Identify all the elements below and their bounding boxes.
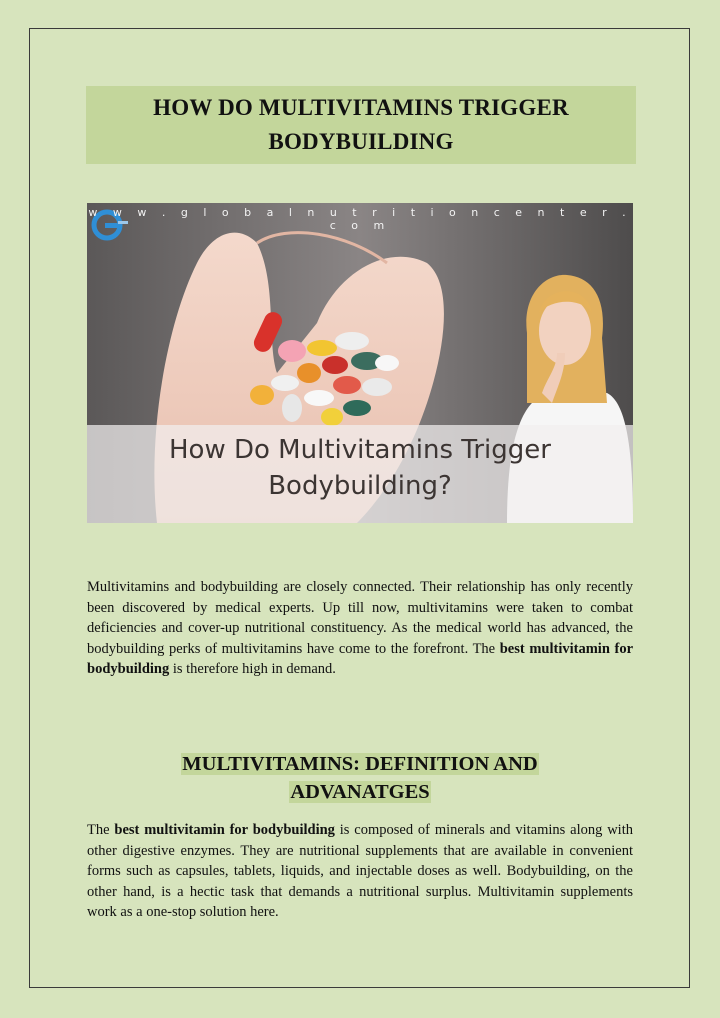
section-heading-line2: ADVANATGES	[290, 781, 430, 803]
section-heading-line1: MULTIVITAMINS: DEFINITION AND	[182, 753, 538, 775]
hero-image	[87, 203, 633, 523]
page-title: HOW DO MULTIVITAMINS TRIGGER BODYBUILDING	[153, 95, 569, 154]
hero-caption-line1: How Do Multivitamins Trigger	[169, 435, 551, 465]
definition-text-b: is composed of minerals and vitamins along with other digestive enzymes. They are nutritional supplements that are available in convenient forms such as capsules, tablets, liquids, and injectable doses as well. Bodybuilding, on the other hand, is a hectic task that demands a nutritional surplus. Multivitamin supplements work as a one-stop solution here.	[87, 822, 633, 920]
section-heading	[87, 750, 633, 806]
hero-caption	[87, 432, 633, 504]
definition-text-a: The	[87, 822, 115, 838]
definition-paragraph	[87, 820, 633, 923]
title-banner	[86, 86, 636, 164]
website-url: w w w . g l o b a l n u t r i t i o n c e n t e r . c o m	[88, 206, 632, 232]
definition-keyword: best multivitamin for bodybuilding	[114, 822, 335, 838]
intro-text-a: Multivitamins and bodybuilding are closely connected. Their relationship has only recently been discovered by medical experts. Up till now, multivitamins were taken to combat deficiencies and cover-up nutritional constituency. As the medical world has advanced, the bodybuilding perks of multivitamins have come to the forefront. The	[87, 579, 633, 657]
intro-keyword: best multivitamin for bodybuilding	[87, 640, 634, 677]
intro-paragraph	[87, 577, 633, 680]
intro-text-b: is therefore high in demand.	[169, 661, 336, 677]
hero-caption-line2: Bodybuilding?	[268, 471, 452, 501]
